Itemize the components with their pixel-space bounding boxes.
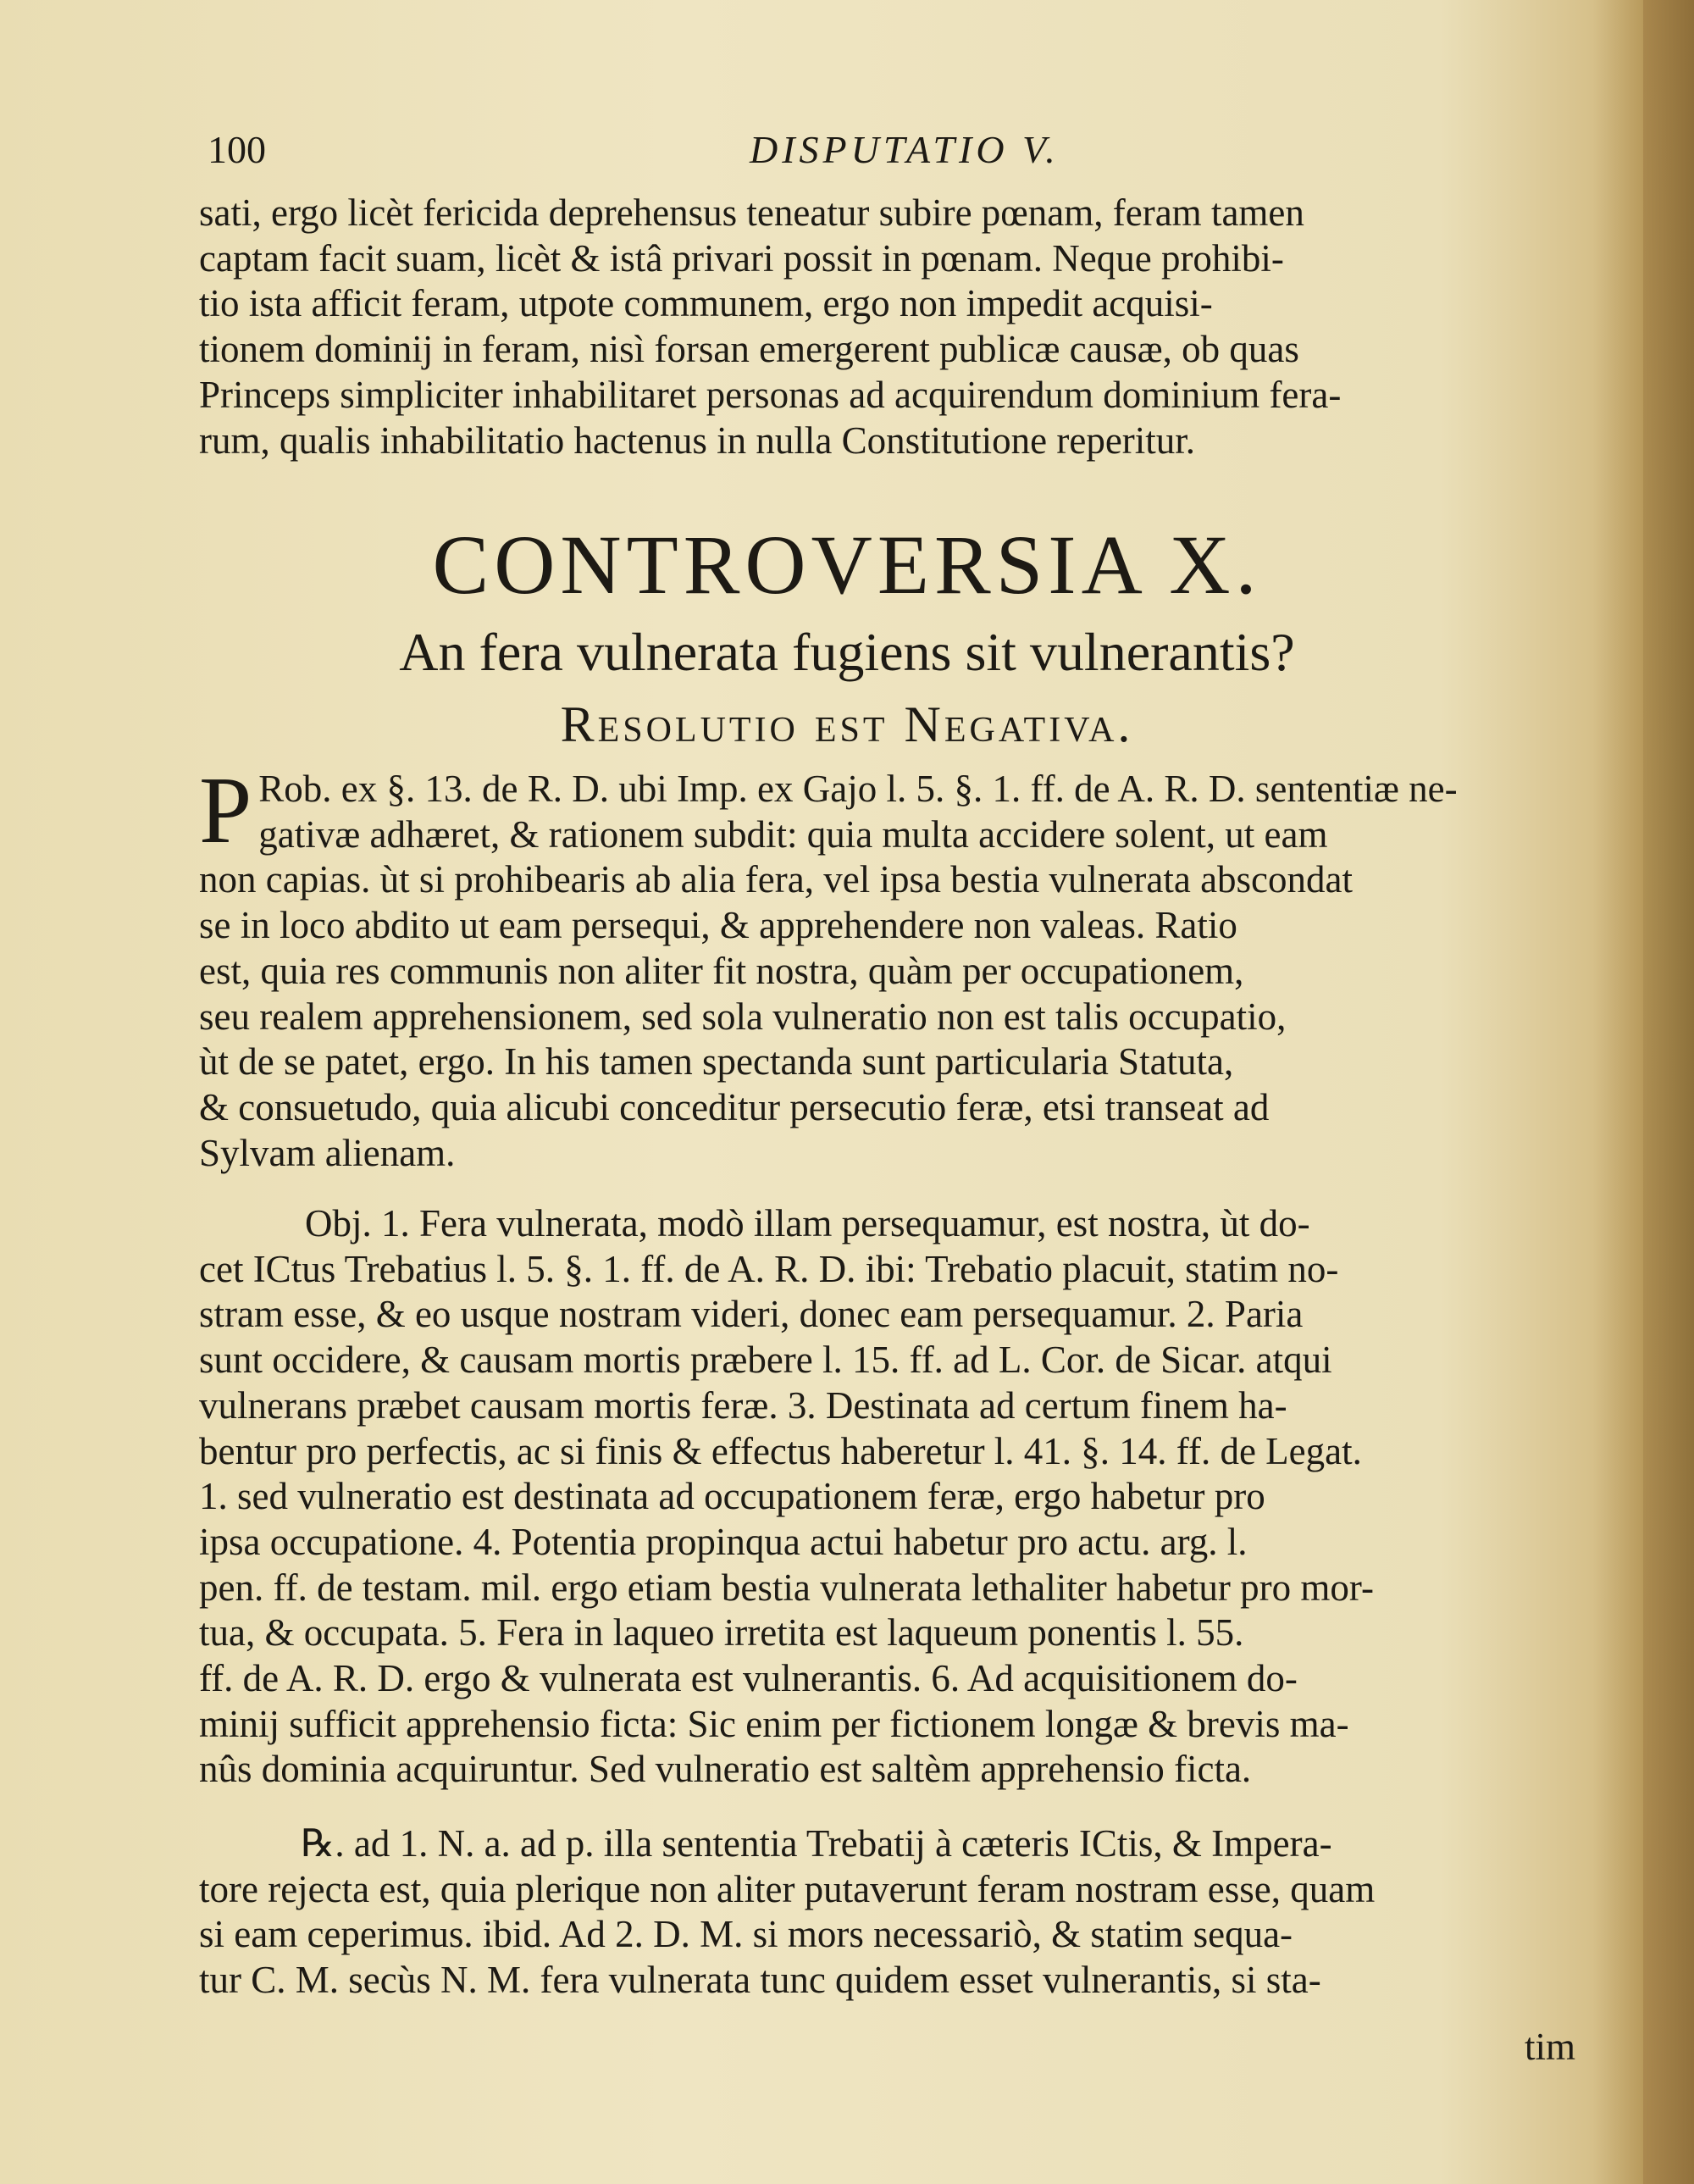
text-line: 1. sed vulneratio est destinata ad occupationem feræ, ergo habetur pro <box>199 1475 1265 1518</box>
paragraph-objections <box>199 1201 1597 1793</box>
text-line: tionem dominij in feram, nisì forsan emergerent publicæ causæ, ob quas <box>199 328 1299 371</box>
page-header <box>208 127 1597 186</box>
text-line: tua, & occupata. 5. Fera in laqueo irretita est laqueum ponentis l. 55. <box>199 1611 1244 1655</box>
page-edge-shadow <box>1643 0 1694 2184</box>
text-line: se in loco abdito ut eam persequi, & apprehendere non valeas. Ratio <box>199 904 1237 947</box>
paragraph-continuation <box>199 191 1597 463</box>
text-line: ℞. ad 1. N. a. ad p. illa sententia Trebatij à cæteris ICtis, & Impera- <box>301 1822 1332 1865</box>
text-line: nûs dominia acquiruntur. Sed vulneratio est saltèm apprehensio ficta. <box>199 1748 1252 1791</box>
controversia-title: CONTROVERSIA X. <box>432 518 1262 612</box>
text-line: non capias. ùt si prohibearis ab alia fera, vel ipsa bestia vulnerata abscondat <box>199 858 1353 901</box>
text-line: ipsa occupatione. 4. Potentia propinqua actui habetur pro actu. arg. l. <box>199 1520 1248 1563</box>
catchword: tim <box>1524 2026 1575 2068</box>
paragraph-responses <box>199 1821 1597 2004</box>
text-line: rum, qualis inhabilitatio hactenus in nulla Constitutione reperitur. <box>199 419 1196 462</box>
page-number: 100 <box>208 128 266 171</box>
text-line: est, quia res communis non aliter fit nostra, quàm per occupationem, <box>199 949 1244 992</box>
resolution-heading: Resolutio est Negativa. <box>560 696 1134 752</box>
text-line: minij sufficit apprehensio ficta: Sic enim per fictionem longæ & brevis ma- <box>199 1702 1349 1745</box>
text-line: pen. ff. de testam. mil. ergo etiam bestia vulnerata lethaliter habetur pro mor- <box>199 1566 1374 1609</box>
text-line: ùt de se patet, ergo. In his tamen spectanda sunt particularia Statuta, <box>199 1040 1234 1084</box>
text-line: Rob. ex §. 13. de R. D. ubi Imp. ex Gajo l. 5. §. 1. ff. de A. R. D. sententiæ ne- <box>258 768 1458 810</box>
text-line: sunt occidere, & causam mortis præbere l. 15. ff. ad L. Cor. de Sicar. atqui <box>199 1339 1332 1382</box>
text-line: tore rejecta est, quia plerique non aliter putaverunt feram nostram esse, quam <box>199 1867 1376 1910</box>
text-line: ff. de A. R. D. ergo & vulnerata est vulnerantis. 6. Ad acquisitionem do- <box>199 1657 1298 1700</box>
text-line: vulnerans præbet causam mortis feræ. 3. Destinata ad certum finem ha- <box>199 1383 1287 1427</box>
controversia-question: An fera vulnerata fugiens sit vulnerantis? <box>399 622 1295 682</box>
text-line: gativæ adhæret, & rationem subdit: quia multa accidere solent, ut eam <box>258 812 1328 856</box>
text-line: captam facit suam, licèt & istâ privari possit in pœnam. Neque prohibi- <box>199 236 1284 280</box>
text-line: si eam ceperimus. ibid. Ad 2. D. M. si mors necessariò, & statim sequa- <box>199 1913 1293 1956</box>
text-line: cet ICtus Trebatius l. 5. §. 1. ff. de A. R. D. ibi: Trebatio placuit, statim no- <box>199 1247 1339 1290</box>
text-line: Obj. 1. Fera vulnerata, modò illam persequamur, est nostra, ùt do- <box>305 1202 1310 1244</box>
text-line: tio ista afficit feram, utpote communem, ergo non impedit acquisi- <box>199 282 1213 325</box>
text-line: bentur pro perfectis, ac si finis & effectus haberetur l. 41. §. 14. ff. de Legat. <box>199 1429 1362 1472</box>
paragraph-resolution <box>199 758 1597 1176</box>
text-line: & consuetudo, quia alicubi conceditur persecutio feræ, etsi transeat ad <box>199 1085 1270 1128</box>
running-title: DISPUTATIO V. <box>750 128 1060 171</box>
text-line: tur C. M. secùs N. M. fera vulnerata tunc quidem esset vulnerantis, si sta- <box>199 1959 1321 2002</box>
text-line: seu realem apprehensionem, sed sola vulneratio non est talis occupatio, <box>199 995 1287 1038</box>
text-line: Sylvam alienam. <box>199 1131 456 1174</box>
drop-cap: P <box>199 758 252 863</box>
text-line: stram esse, & eo usque nostram videri, donec eam persequamur. 2. Paria <box>199 1293 1304 1336</box>
text-line: sati, ergo licèt fericida deprehensus teneatur subire pœnam, feram tamen <box>199 191 1304 234</box>
text-line: Princeps simpliciter inhabilitaret personas ad acquirendum dominium fera- <box>199 373 1342 416</box>
